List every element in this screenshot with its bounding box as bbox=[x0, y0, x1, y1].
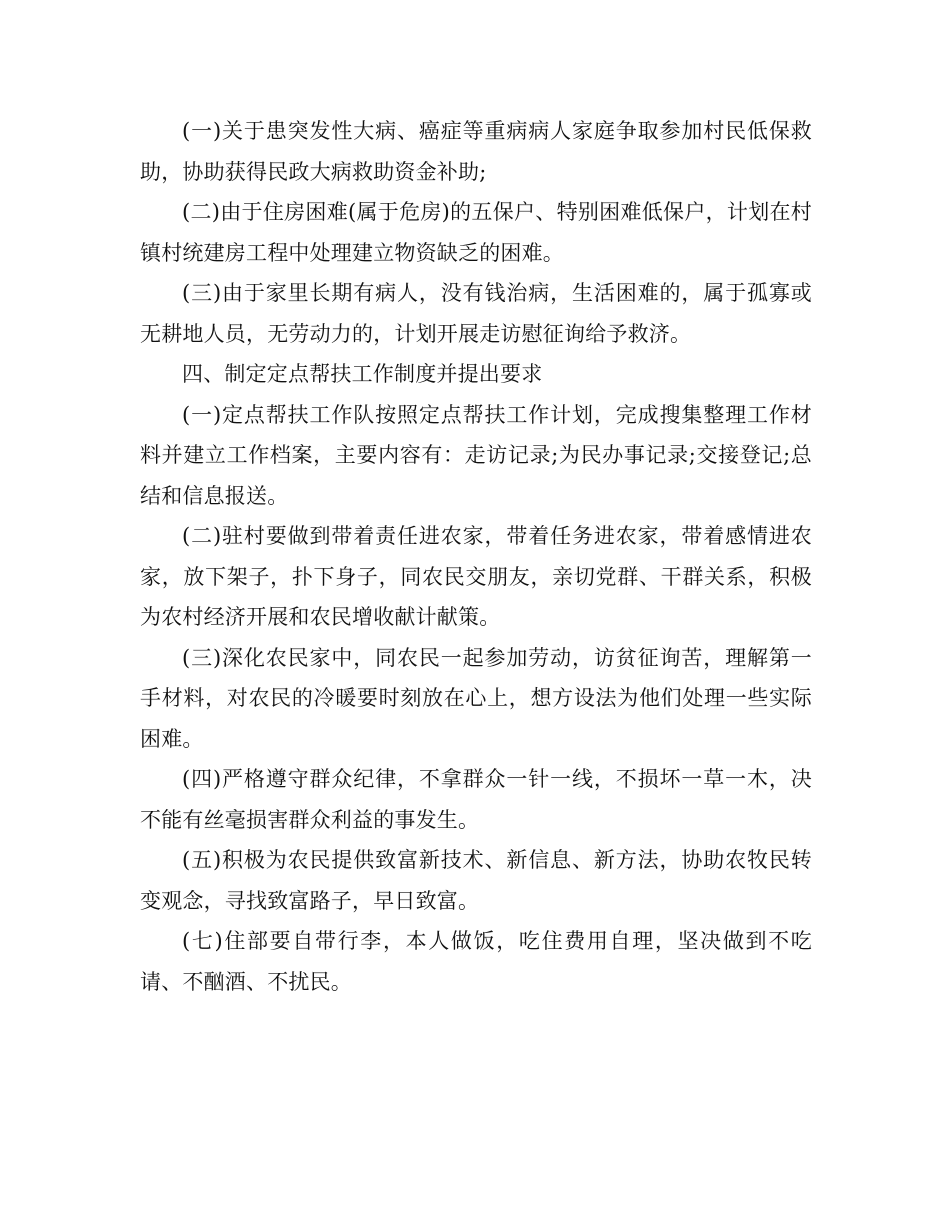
document-body bbox=[140, 111, 812, 1002]
paragraph-6: (三)深化农民家中，同农民一起参加劳动，访贫征询苦，理解第一手材料，对农民的冷暖要时刻放在心上，想方设法为他们处理一些实际困难。 bbox=[140, 645, 812, 751]
paragraph-2: (二)由于住房困难(属于危房)的五保户、特别困难低保户，计划在村镇村统建房工程中处理建立物资缺乏的困难。 bbox=[140, 200, 812, 265]
paragraph-9: (七)住部要自带行李，本人做饭，吃住费用自理，坚决做到不吃请、不酗酒、不扰民。 bbox=[140, 929, 812, 994]
paragraph-4: (一)定点帮扶工作队按照定点帮扶工作计划，完成搜集整理工作材料并建立工作档案，主要内容有：走访记录;为民办事记录;交接登记;总结和信息报送。 bbox=[140, 402, 812, 508]
paragraph-1: (一)关于患突发性大病、癌症等重病病人家庭争取参加村民低保救助，协助获得民政大病救助资金补助; bbox=[140, 119, 812, 184]
paragraph-5: (二)驻村要做到带着责任进农家，带着任务进农家，带着感情进农家，放下架子，扑下身子，同农民交朋友，亲切党群、干群关系，积极为农村经济开展和农民增收献计献策。 bbox=[140, 524, 812, 629]
paragraph-8: (五)积极为农民提供致富新技术、新信息、新方法，协助农牧民转变观念，寻找致富路子，早日致富。 bbox=[140, 848, 812, 913]
section-heading: 四、制定定点帮扶工作制度并提出要求 bbox=[182, 362, 543, 386]
paragraph-7: (四)严格遵守群众纪律，不拿群众一针一线，不损坏一草一木，决不能有丝毫损害群众利益的事发生。 bbox=[140, 767, 812, 832]
paragraph-3: (三)由于家里长期有病人，没有钱治病，生活困难的，属于孤寡或无耕地人员，无劳动力的，计划开展走访慰征询给予救济。 bbox=[140, 281, 812, 346]
